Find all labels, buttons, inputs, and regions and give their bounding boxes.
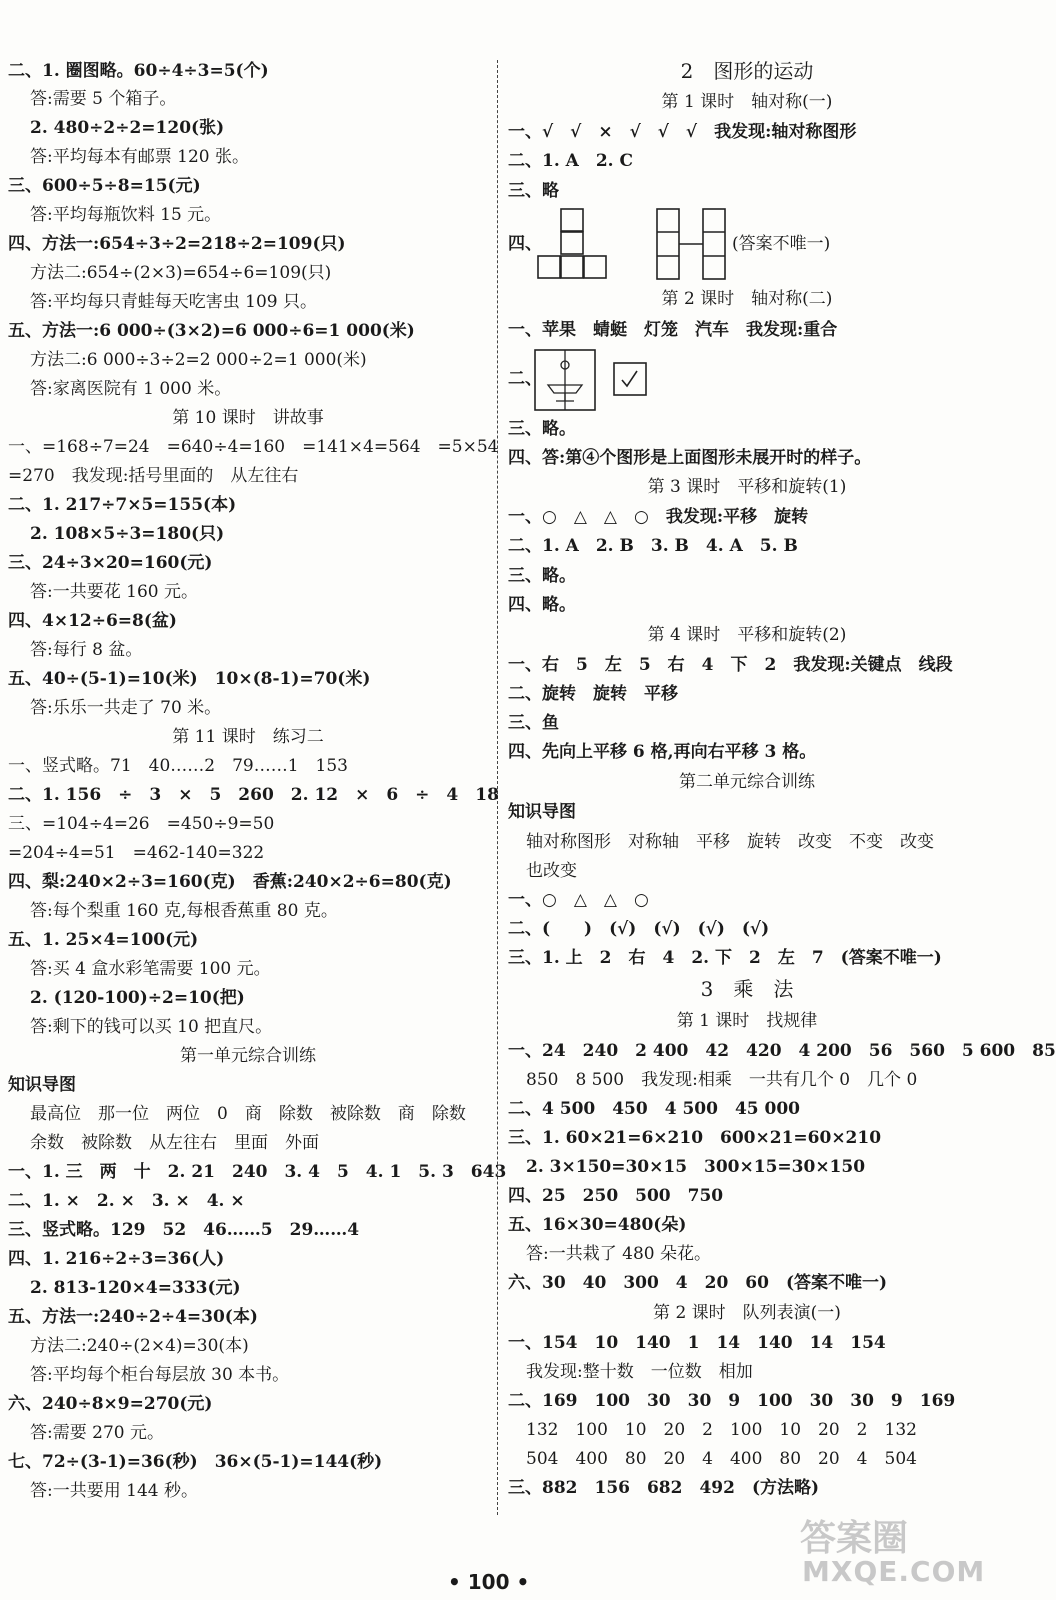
left-line: 第 11 课时 练习二 (172, 727, 324, 747)
right-line: 知识导图 (508, 802, 576, 822)
left-line: 2. (120-100)÷2=10(把) (30, 988, 245, 1008)
left-line: 三、竖式略。129 52 46……5 29……4 (8, 1220, 360, 1240)
left-line: 三、24÷3×20=160(元) (8, 553, 213, 573)
left-line: 答:每行 8 盆。 (30, 640, 143, 660)
left-line: 三、600÷5÷8=15(元) (8, 176, 201, 196)
right-line: 二、旋转 旋转 平移 (508, 684, 678, 704)
right-line: 504 400 80 20 4 400 80 20 4 504 (526, 1449, 917, 1469)
left-line: 2. 108×5÷3=180(只) (30, 524, 225, 544)
right-line: (答案不唯一) (732, 234, 831, 254)
right-line: 四、先向上平移 6 格,再向右平移 3 格。 (508, 742, 817, 762)
left-line: 答:每个梨重 160 克,每根香蕉重 80 克。 (30, 901, 338, 921)
left-line: 三、=104÷4=26 =450÷9=50 (8, 814, 275, 834)
left-line: 答:平均每本有邮票 120 张。 (30, 147, 249, 167)
right-line: 第 2 课时 队列表演(一) (653, 1303, 841, 1323)
left-line: 四、1. 216÷2÷3=36(人) (8, 1249, 225, 1269)
left-line: 答:家离医院有 1 000 米。 (30, 379, 232, 399)
right-line: 答:一共栽了 480 朵花。 (526, 1244, 711, 1264)
right-line: 一、154 10 140 1 14 140 14 154 (508, 1333, 886, 1353)
left-line: 知识导图 (8, 1075, 76, 1095)
grid-figure-a (537, 208, 609, 280)
right-line: 第 1 课时 轴对称(一) (661, 92, 833, 112)
right-line: 三、略。 (508, 566, 576, 586)
right-line: 二、1. A 2. C (508, 151, 634, 171)
left-line: 五、方法一:6 000÷(3×2)=6 000÷6=1 000(米) (8, 321, 415, 341)
right-line: 一、○ △ △ ○ 我发现:平移 旋转 (508, 507, 809, 527)
right-line: 三、1. 上 2 右 4 2. 下 2 左 7 (答案不唯一) (508, 948, 942, 968)
left-line: 答:平均每个柜台每层放 30 本书。 (30, 1365, 290, 1385)
left-line: 二、1. 217÷7×5=155(本) (8, 495, 237, 515)
right-line: 四、25 250 500 750 (508, 1186, 724, 1206)
left-line: 余数 被除数 从左往右 里面 外面 (30, 1133, 319, 1153)
right-line: 2. 3×150=30×15 300×15=30×150 (526, 1157, 866, 1177)
left-line: 2. 813-120×4=333(元) (30, 1278, 241, 1298)
right-line: 四、略。 (508, 595, 576, 615)
grid-figure-b (656, 208, 726, 280)
left-line: 一、=168÷7=24 =640÷4=160 =141×4=564 =5×54 (8, 437, 499, 457)
right-line: 132 100 10 20 2 100 10 20 2 132 (526, 1420, 917, 1440)
left-line: 最高位 那一位 两位 0 商 除数 被除数 商 除数 (30, 1104, 466, 1124)
left-line: 五、方法一:240÷2÷4=30(本) (8, 1307, 258, 1327)
left-line: 七、72÷(3-1)=36(秒) 36×(5-1)=144(秒) (8, 1452, 383, 1472)
right-line: 2 图形的运动 (680, 59, 814, 83)
right-line: 一、√ √ × √ √ √ 我发现:轴对称图形 (508, 122, 857, 142)
left-line: 四、方法一:654÷3÷2=218÷2=109(只) (8, 234, 346, 254)
right-line: 五、16×30=480(朵) (508, 1215, 687, 1235)
left-line: 二、1. 圈图略。60÷4÷3=5(个) (8, 61, 269, 81)
right-line: 3 乘 法 (700, 977, 794, 1001)
right-line: 第 2 课时 轴对称(二) (661, 289, 833, 309)
left-line: 六、240÷8×9=270(元) (8, 1394, 213, 1414)
left-line: 五、40÷(5-1)=10(米) 10×(8-1)=70(米) (8, 669, 371, 689)
right-line: 二、4 500 450 4 500 45 000 (508, 1099, 801, 1119)
left-line: 第一单元综合训练 (180, 1046, 316, 1066)
left-line: 答:需要 270 元。 (30, 1423, 164, 1443)
right-line: 四、 (508, 234, 542, 254)
left-line: 一、竖式略。71 40……2 79……1 153 (8, 756, 348, 776)
right-line: 850 8 500 我发现:相乘 一共有几个 0 几个 0 (526, 1070, 918, 1090)
left-line: 四、4×12÷6=8(盆) (8, 611, 177, 631)
left-line: 2. 480÷2÷2=120(张) (30, 118, 225, 138)
right-line: 一、苹果 蜻蜓 灯笼 汽车 我发现:重合 (508, 320, 838, 340)
right-line: 三、鱼 (508, 713, 559, 733)
left-line: 答:一共要用 144 秒。 (30, 1481, 198, 1501)
right-line: 二、 (508, 369, 542, 389)
right-line: 第 4 课时 平移和旋转(2) (647, 625, 847, 645)
left-line: =270 我发现:括号里面的 从左往右 (8, 466, 299, 486)
right-line: 第二单元综合训练 (679, 772, 815, 792)
left-line: 方法二:6 000÷3÷2=2 000÷2=1 000(米) (30, 350, 367, 370)
right-line: 二、169 100 30 30 9 100 30 30 9 169 (508, 1391, 956, 1411)
left-line: 二、1. × 2. × 3. × 4. × (8, 1191, 245, 1211)
left-line: 方法二:654÷(2×3)=654÷6=109(只) (30, 263, 332, 283)
right-line: 一、24 240 2 400 42 420 4 200 56 560 5 600 85 (508, 1041, 1056, 1061)
checkmark-box-icon (613, 362, 647, 396)
left-line: =204÷4=51 =462-140=322 (8, 843, 265, 863)
left-line: 答:一共要花 160 元。 (30, 582, 198, 602)
left-line: 答:买 4 盒水彩笔需要 100 元。 (30, 959, 271, 979)
watermark-url: MXQE.COM (802, 1555, 986, 1588)
left-line: 二、1. 156 ÷ 3 × 5 260 2. 12 × 6 ÷ 4 18 (8, 785, 499, 805)
right-line: 也改变 (526, 861, 577, 881)
right-line: 三、882 156 682 492 (方法略) (508, 1478, 820, 1498)
right-line: 第 1 课时 找规律 (676, 1011, 818, 1031)
right-line: 四、答:第④个图形是上面图形未展开时的样子。 (508, 448, 872, 468)
right-line: 三、略。 (508, 419, 576, 439)
left-line: 一、1. 三 两 十 2. 21 240 3. 4 5 4. 1 5. 3 643 (8, 1162, 507, 1182)
left-line: 方法二:240÷(2×4)=30(本) (30, 1336, 249, 1356)
left-line: 答:平均每只青蛙每天吃害虫 109 只。 (30, 292, 317, 312)
page-number: • 100 • (448, 1570, 530, 1594)
right-line: 二、( ) (√) (√) (√) (√) (508, 919, 770, 939)
left-line: 答:需要 5 个箱子。 (30, 89, 177, 109)
right-line: 我发现:整十数 一位数 相加 (526, 1362, 753, 1382)
right-line: 六、30 40 300 4 20 60 (答案不唯一) (508, 1273, 888, 1293)
left-line: 答:平均每瓶饮料 15 元。 (30, 205, 222, 225)
left-line: 四、梨:240×2÷3=160(克) 香蕉:240×2÷6=80(克) (8, 872, 452, 892)
left-line: 第 10 课时 讲故事 (172, 408, 324, 428)
left-line: 五、1. 25×4=100(元) (8, 930, 199, 950)
right-line: 轴对称图形 对称轴 平移 旋转 改变 不变 改变 (526, 832, 934, 852)
right-line: 第 3 课时 平移和旋转(1) (647, 477, 847, 497)
right-line: 三、略 (508, 181, 559, 201)
watermark-logo: 答案圈 (800, 1518, 909, 1559)
right-line: 三、1. 60×21=6×210 600×21=60×210 (508, 1128, 882, 1148)
symmetry-figure (534, 349, 596, 411)
left-line: 答:乐乐一共走了 70 米。 (30, 698, 222, 718)
right-line: 一、○ △ △ ○ (508, 890, 649, 910)
left-line: 答:剩下的钱可以买 10 把直尺。 (30, 1017, 273, 1037)
right-line: 二、1. A 2. B 3. B 4. A 5. B (508, 536, 798, 556)
right-line: 一、右 5 左 5 右 4 下 2 我发现:关键点 线段 (508, 655, 953, 675)
